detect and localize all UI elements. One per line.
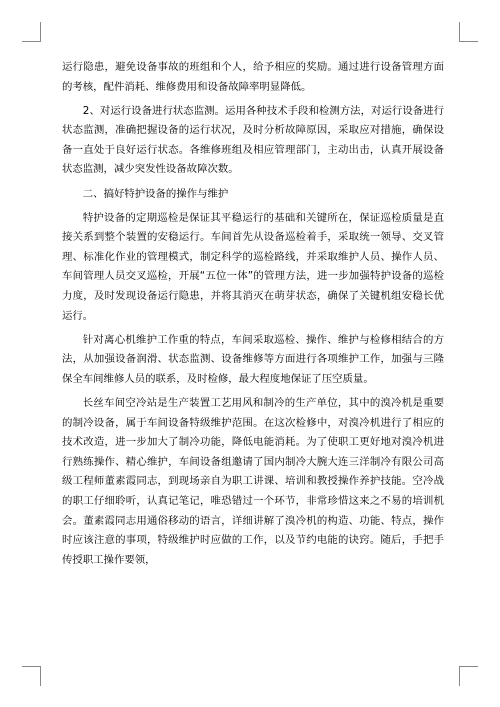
- document-body: [62, 58, 444, 575]
- crop-mark-top-left-h: [22, 41, 41, 42]
- crop-mark-top-left-v: [40, 22, 41, 42]
- crop-mark-bottom-right-v: [459, 666, 460, 686]
- paragraph-2: 2、对运行设备进行状态监测。运用各种技术手段和检测方法，对运行设备进行状态监测，准确把握设备的运行状况，及时分析故障原因，采取应对措施，确保设备一直处于良好运行状态。各维修班组及相应管理部门，主动出击，认真开展设备状态监测，减少突发性设备故障次数。: [62, 104, 444, 176]
- crop-mark-bottom-left-v: [40, 666, 41, 686]
- paragraph-1: 运行隐患，避免设备事故的班组和个人，给予相应的奖励。通过进行设备管理方面的考核，配件消耗、维修费用和设备故障率明显降低。: [62, 61, 444, 93]
- crop-mark-top-right-h: [459, 41, 478, 42]
- paragraph-3: 特护设备的定期巡检是保证其平稳运行的基础和关键所在，保证巡检质量是直接关系到整个装置的安稳运行。车间首先从设备巡检着手，采取统一领导、交叉管理、标准化作业的管理模式，制定科学的巡检路线，并采取维护人员、操作人员、车间管理人员交叉巡检，开展“五位一体”的管理方法，进一步加强特护设备的巡检力度，及时发现设备运行隐患，并将其消灭在萌芽状态，确保了关键机组安稳长优运行。: [62, 211, 444, 322]
- paragraph-5: 长丝车间空冷站是生产装置工艺用风和制冷的生产单位，其中的溴冷机是重要的制冷设备，属于车间设备特级维护范围。在这次检修中，对溴冷机进行了相应的技术改造，进一步加大了制冷功能，降低电能消耗。为了使职工更好地对溴冷机进行熟练操作、精心维护，车间设备组邀请了国内制冷大腕大连三洋制冷有限公司高级工程师董素霞同志，到现场亲自为职工讲课、培训和教授操作养护技能。空冷战的职工仔细聆听，认真记笔记，唯恐错过一个环节，非常珍惜这来之不易的培训机会。董素霞同志用通俗移动的语言，详细讲解了溴冷机的构造、功能、特点，操作时应该注意的事项，特级维护时应做的工作，以及节约电能的诀窍。随后，手把手传授职工操作要领，: [62, 397, 444, 566]
- paragraph-4: 针对离心机维护工作重的特点，车间采取巡检、操作、维护与检修相结合的方法，从加强设备润滑、状态监测、设备维修等方面进行各项维护工作，加强与三隆保全车间维修人员的联系，及时检修，最大程度地保证了压空质量。: [62, 333, 444, 385]
- section-heading: 二、搞好特护设备的操作与维护: [82, 187, 229, 200]
- crop-mark-bottom-right-h: [459, 666, 478, 667]
- crop-mark-top-right-v: [459, 22, 460, 42]
- crop-mark-bottom-left-h: [22, 666, 41, 667]
